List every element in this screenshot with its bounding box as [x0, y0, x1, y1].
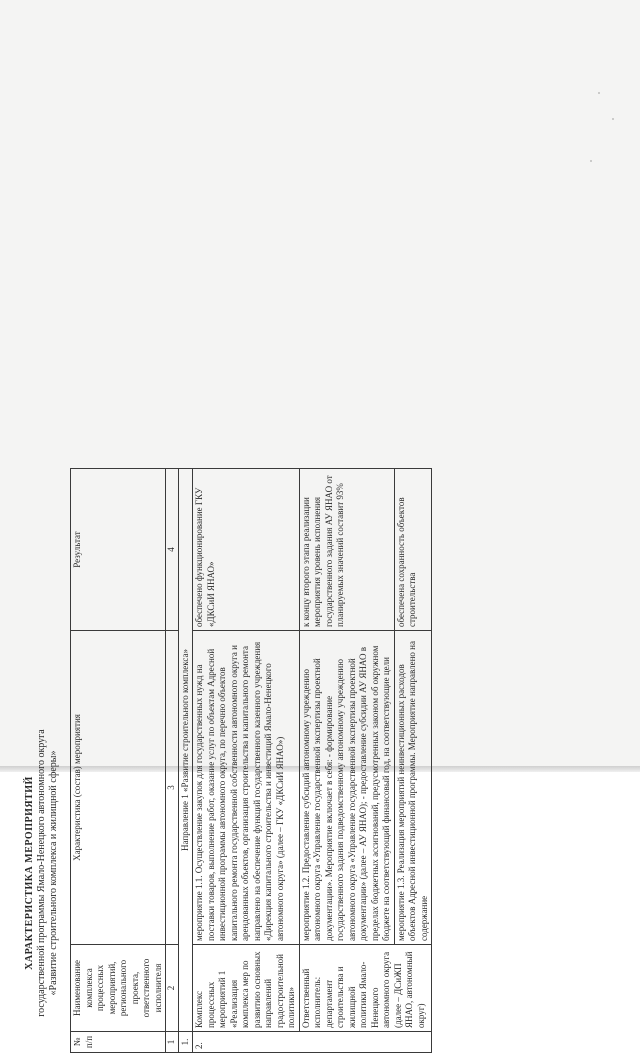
measure-result: к концу второго этапа реализации мероприятия уровень исполнения государственного задания АУ ЯНАО от планируемых значений составит 93%: [299, 469, 394, 631]
measure-result: обеспечено функционирование ГКУ «ДКСиИ ЯНАО»: [193, 469, 300, 631]
document-subtitle: государственной программы Ямало-Ненецкого автономного округа: [36, 729, 47, 1017]
measure-description: мероприятие 1.2. Предоставление субсидий автономному учреждению автономного округа «Управление государственной экспертизы проектной документации». Мероприятие включает в себя: - формирование государственного задания подведомственному автономному учреждению автономного округа «Управление государственной экспертизы проектной документации» (далее – АУ ЯНАО); - предоставление субсидии АУ ЯНАО в пределах бюджетных ассигнований, предусмотренных законом об окружном бюджете на соответствующий финансовый год, на соответствующие цели: [299, 631, 394, 945]
table-row: [193, 469, 300, 1053]
document-title: ХАРАКТЕРИСТИКА МЕРОПРИЯТИЙ: [24, 776, 35, 970]
column-number: 2: [166, 945, 179, 1032]
direction-title: Направление 1 «Развитие строительного комплекса»: [178, 469, 193, 1032]
measure-description: мероприятие 1.3. Реализация мероприятий неинвестиционных расходов объектов Адресной инвестиционной программы. Мероприятие направлено на содержание: [394, 631, 432, 945]
table-row: [299, 469, 394, 1053]
scan-speck: [612, 118, 614, 120]
column-number: 1: [166, 1032, 179, 1053]
header-result: Результат: [71, 469, 166, 631]
header-num: № п/п: [71, 1032, 166, 1053]
row-num: 1.: [178, 1032, 193, 1053]
column-number: 4: [166, 469, 179, 631]
rotated-document: [24, 0, 429, 1053]
document-heading: [24, 693, 60, 1053]
column-number-row: [166, 469, 179, 1053]
measure-result: обеспечена сохранность объектов строительства: [394, 469, 432, 631]
column-number: 3: [166, 631, 179, 945]
table-header-row: [71, 469, 166, 1053]
scan-speck: [590, 160, 592, 162]
header-name: Наименование комплекса процессных мероприятий, регионального проекта, ответственного исполнителя: [71, 945, 166, 1032]
responsible-executor: Ответственный исполнитель: департамент строительства и жилищной политики Ямало-Ненецкого автономного округа (далее – ДСиЖП ЯНАО, автономный округ): [299, 945, 432, 1032]
measures-table: [70, 468, 432, 1053]
direction-row: [178, 469, 193, 1053]
complex-name: Комплекс процессных мероприятий 1 «Реализация комплекса мер по развитию основных направлений градостроительной политики»: [193, 945, 300, 1032]
document-subtitle: «Развитие строительного комплекса и жилищной сферы»: [48, 750, 59, 996]
row-num: 2.: [193, 1032, 432, 1053]
scan-speck: [598, 92, 600, 94]
header-description: Характеристика (состав) мероприятия: [71, 631, 166, 945]
measure-description: мероприятие 1.1. Осуществление закупок для государственных нужд на поставки товаров, выполнение работ, оказание услуг по объектам Адресной инвестиционной программы автономного округа, по перечню объектов капитального ремонта государственной собственности автономного округа и арендованных объектов, организация строительства и капитального ремонта направлено на обеспечение функций государственного казенного учреждения «Дирекция капитального строительства и инвестиций Ямало-Ненецкого автономного округа» (далее – ГКУ «ДКСиИ ЯНАО»): [193, 631, 300, 945]
